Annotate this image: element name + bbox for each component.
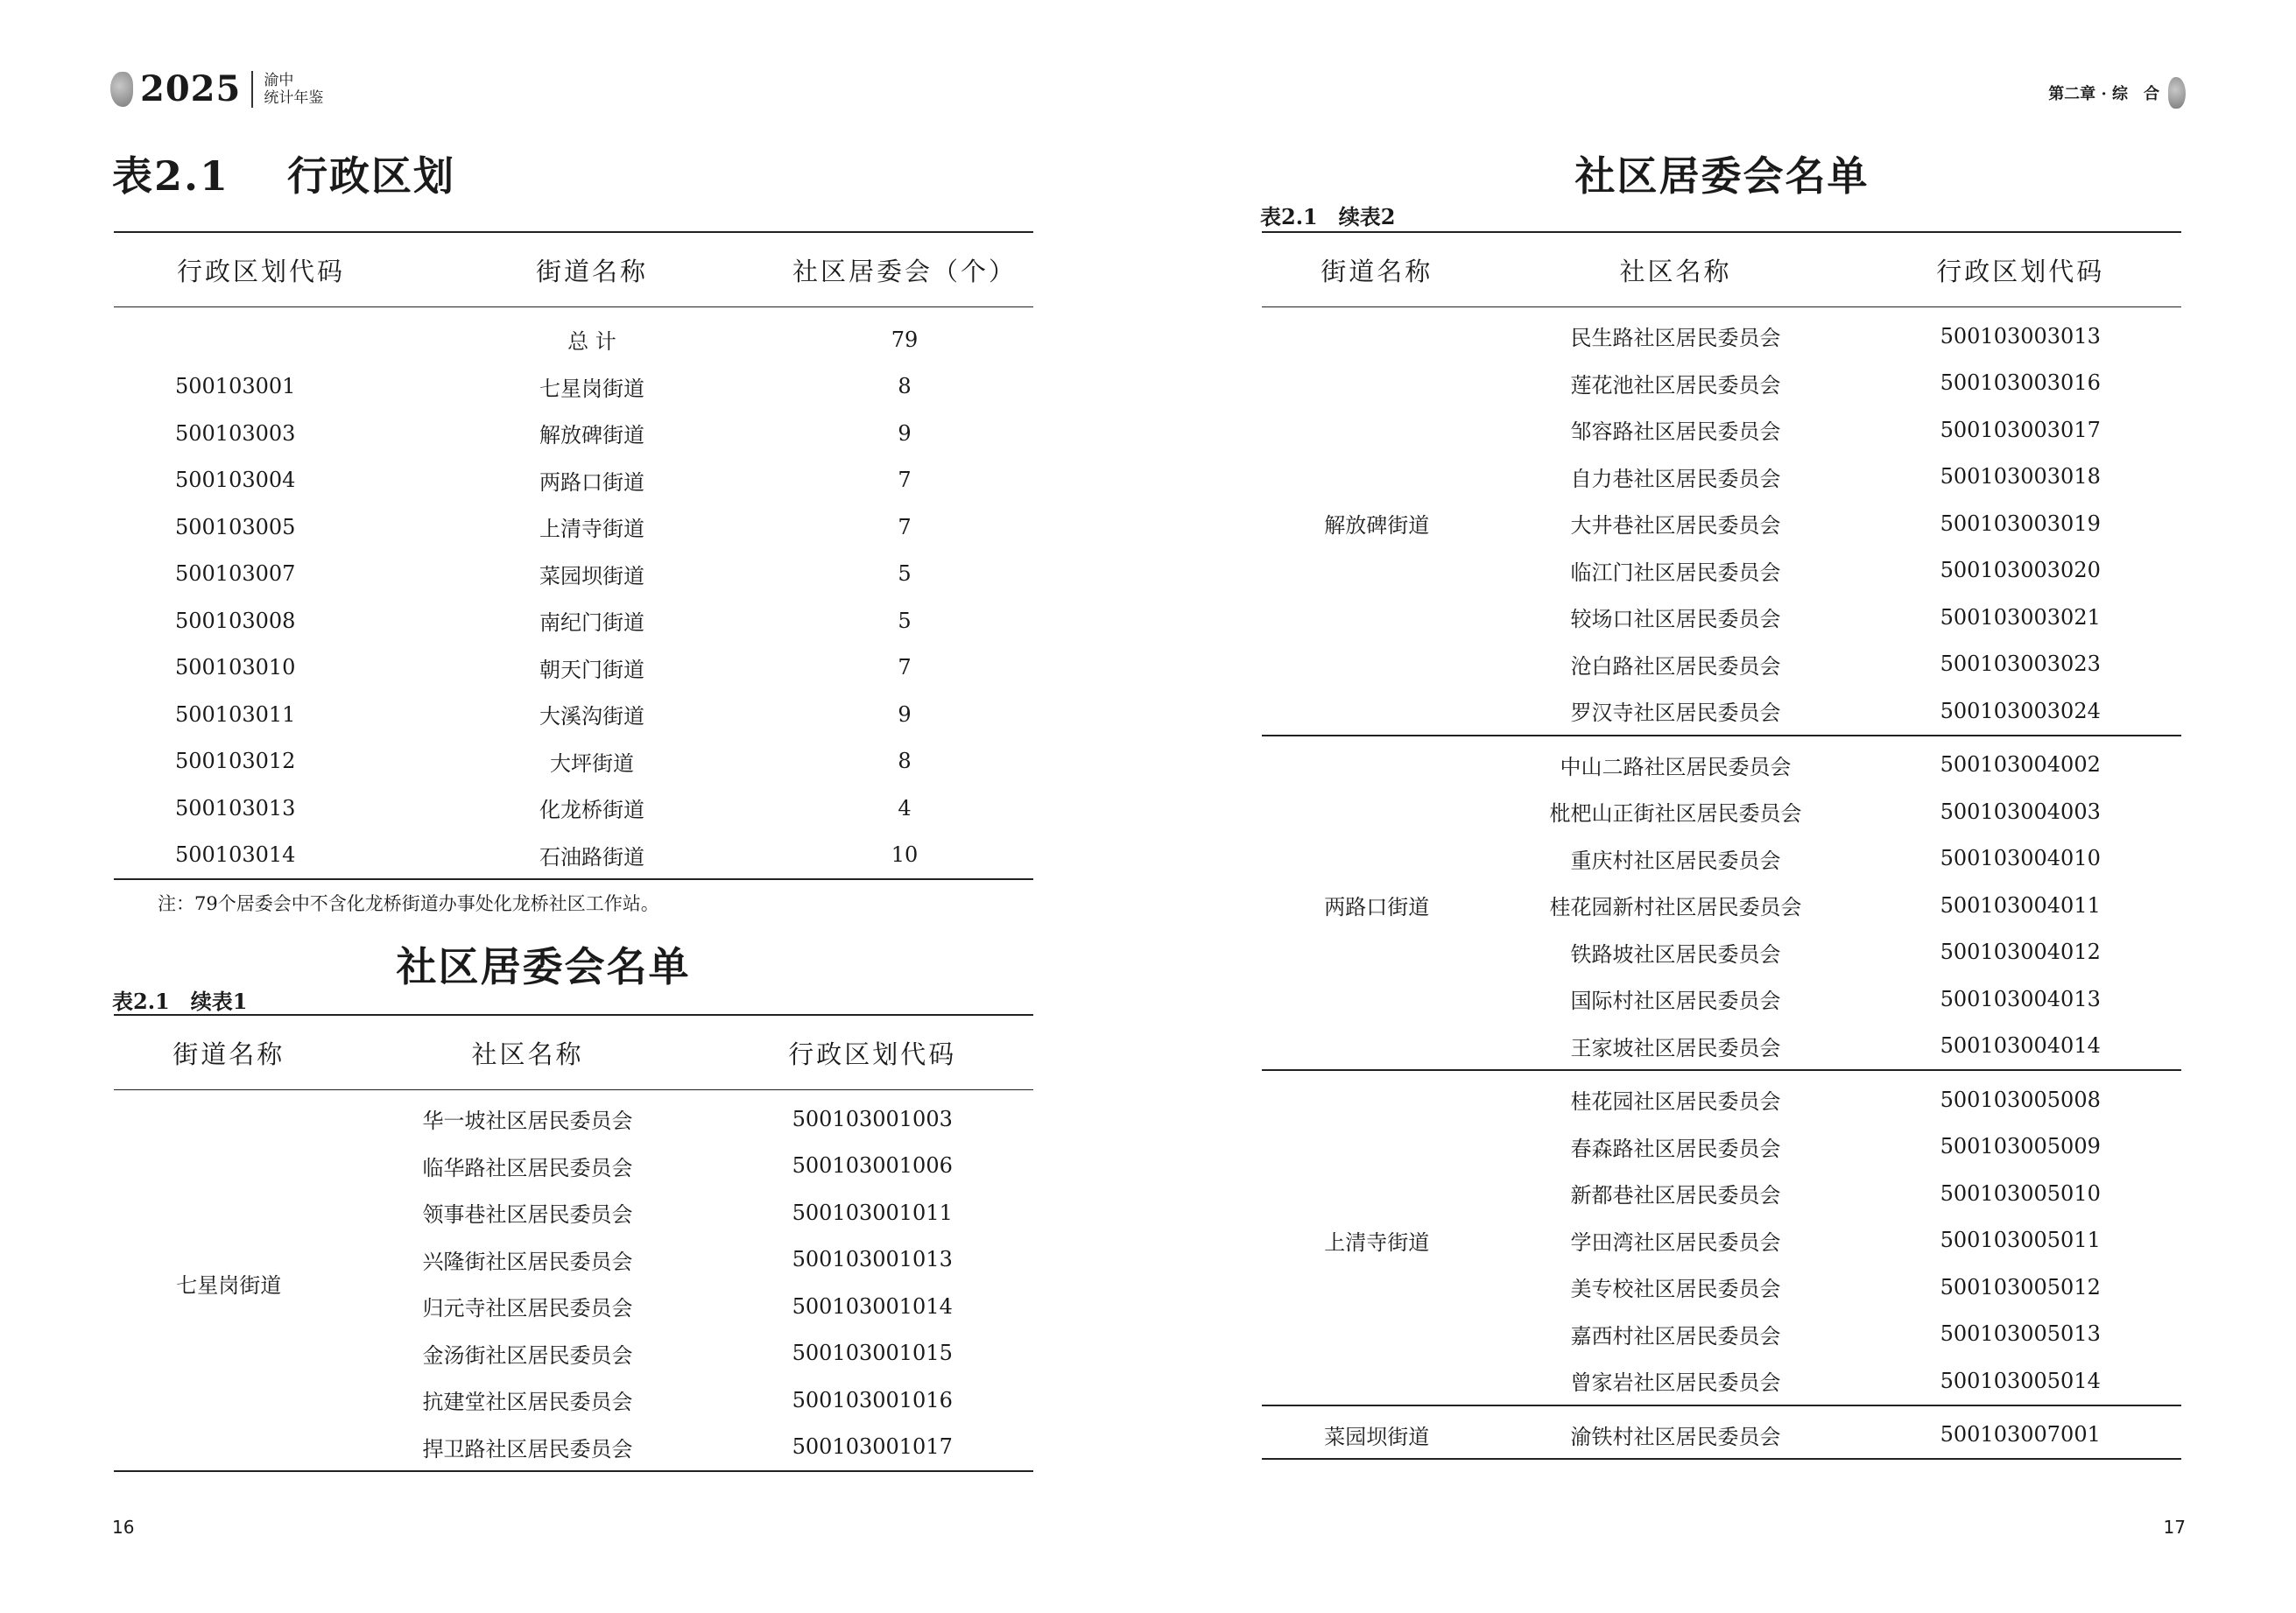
- cell-street: 七星岗街道: [114, 1090, 344, 1472]
- cell-community: 中山二路社区居民委员会: [1560, 754, 1792, 779]
- cell-code: 500103003020: [1940, 558, 2101, 583]
- cell-code: 500103003018: [1940, 464, 2101, 490]
- table-header-row: [114, 232, 1033, 307]
- cell-street: 两路口街道: [539, 469, 644, 495]
- cell-code: 500103003016: [1940, 370, 2101, 396]
- cell-street: 大溪沟街道: [539, 704, 644, 729]
- cell-community: 嘉西村社区居民委员会: [1570, 1323, 1781, 1349]
- logo-emblem-icon: [110, 72, 133, 107]
- cell-code: 500103005010: [1940, 1180, 2101, 1206]
- cell-street: 菜园坝街道: [539, 563, 644, 588]
- cell-code: 500103004002: [1940, 752, 2101, 778]
- col-header-community: 社区名称: [344, 1015, 712, 1090]
- cell-street: 朝天门街道: [539, 657, 644, 682]
- cell-community: 春森路社区居民委员会: [1570, 1136, 1781, 1161]
- col-header-street: 街道名称: [114, 1015, 344, 1090]
- community-list-table-2: [1262, 231, 2181, 1460]
- list-label: 表2.1 续表1: [112, 989, 248, 1014]
- cell-community: 华一坡社区居民委员会: [422, 1109, 633, 1134]
- cell-code: 500103005013: [1940, 1321, 2101, 1347]
- cell-street: 解放碑街道: [539, 423, 644, 448]
- table-row: [114, 691, 1033, 738]
- page-number: 17: [2163, 1517, 2186, 1538]
- cell-code: 500103007: [175, 561, 296, 587]
- community-list-body: [1262, 307, 2181, 1460]
- cell-code: 500103004013: [1940, 986, 2101, 1011]
- table-note: 注：79个居委会中不含化龙桥街道办事处化龙桥社区工作站。: [158, 893, 659, 914]
- table-row: [1262, 1070, 2181, 1123]
- cell-code: 500103004012: [1940, 940, 2101, 965]
- table-row: [1262, 736, 2181, 789]
- cell-community: 王家坡社区居民委员会: [1492, 1023, 1860, 1071]
- cell-code: 500103003023: [1940, 652, 2101, 677]
- page-number: 16: [112, 1517, 135, 1538]
- logo-year: 2025: [140, 68, 242, 109]
- cell-count: 7: [898, 655, 912, 680]
- cell-code: 500103004003: [1940, 799, 2101, 824]
- cell-code: 500103001011: [792, 1200, 953, 1225]
- cell-street: 总 计: [567, 329, 616, 355]
- cell-code: 500103011: [175, 701, 296, 727]
- cell-count: 9: [898, 420, 912, 446]
- cell-community: 渝铁村社区居民委员会: [1492, 1405, 1860, 1460]
- table-title: 表2.1 行政区划: [112, 152, 456, 200]
- cell-community: 大井巷社区居民委员会: [1570, 513, 1781, 539]
- admin-division-table: [114, 231, 1033, 880]
- cell-community: 民生路社区居民委员会: [1570, 326, 1781, 351]
- cell-community: 桂花园社区居民委员会: [1570, 1089, 1781, 1115]
- list-title-text: 社区居委会名单: [1574, 152, 1870, 200]
- cell-code: 500103003: [175, 420, 296, 446]
- table-row: [114, 363, 1033, 411]
- cell-community: 临华路社区居民委员会: [422, 1155, 633, 1180]
- table-row: [114, 1090, 1033, 1143]
- cell-code: 500103005009: [1940, 1134, 2101, 1159]
- table-row: [114, 644, 1033, 692]
- cell-code: 500103014: [114, 832, 408, 880]
- cell-code: 500103005012: [1940, 1274, 2101, 1300]
- table-row: [1262, 1405, 2181, 1460]
- cell-community: 学田湾社区居民委员会: [1570, 1229, 1781, 1255]
- cell-code: 500103001: [175, 374, 296, 399]
- yearbook-logo: [110, 68, 323, 109]
- cell-code: 500103010: [175, 655, 296, 680]
- cell-community: 枇杷山正街社区居民委员会: [1549, 801, 1802, 827]
- col-header-community: 社区名称: [1492, 232, 1860, 307]
- cell-community: 归元寺社区居民委员会: [422, 1296, 633, 1321]
- cell-code: 500103001017: [712, 1424, 1034, 1472]
- cell-count: 9: [898, 701, 912, 727]
- cell-count: 4: [898, 795, 912, 821]
- cell-street: 两路口街道: [1262, 736, 1492, 1071]
- cell-count: 5: [898, 561, 912, 587]
- cell-count: 7: [898, 468, 912, 493]
- table-row: [114, 457, 1033, 504]
- logo-book-name: [264, 72, 323, 107]
- cell-count: 5: [898, 608, 912, 633]
- cell-code: 500103003017: [1940, 417, 2101, 442]
- cell-street: 菜园坝街道: [1262, 1405, 1492, 1460]
- list-title-text: 社区居委会名单: [396, 943, 691, 990]
- table-row: [114, 738, 1033, 785]
- cell-code: 500103012: [175, 749, 296, 774]
- table-row: [114, 504, 1033, 551]
- cell-code: 500103003019: [1940, 511, 2101, 536]
- table-row: [114, 410, 1033, 457]
- cell-community: 重庆村社区居民委员会: [1570, 848, 1781, 873]
- cell-community: 兴隆街社区居民委员会: [422, 1249, 633, 1274]
- list-label: 表2.1 续表2: [1260, 204, 1396, 229]
- table-row: [114, 597, 1033, 644]
- cell-code: 500103013: [175, 795, 296, 821]
- cell-community: 沧白路社区居民委员会: [1570, 653, 1781, 679]
- cell-street: 大坪街道: [550, 750, 634, 776]
- cell-count: 10: [776, 832, 1033, 880]
- cell-community: 曾家岩社区居民委员会: [1492, 1357, 1860, 1405]
- cell-code: 500103001016: [792, 1387, 953, 1412]
- cell-community: 金汤街社区居民委员会: [422, 1342, 633, 1368]
- cell-code: 500103001015: [792, 1341, 953, 1366]
- table-row: [114, 307, 1033, 363]
- logo-book-line1: 渝中: [264, 71, 294, 89]
- right-page: [1148, 0, 2296, 1613]
- logo-book-line2: 统计年鉴: [264, 88, 324, 107]
- cell-code: 500103005: [175, 514, 296, 539]
- chapter-emblem-icon: [2168, 77, 2186, 109]
- cell-code: 500103001006: [792, 1153, 953, 1179]
- cell-community: 国际村社区居民委员会: [1570, 989, 1781, 1014]
- col-header-street: 街道名称: [1262, 232, 1492, 307]
- col-header-code: 行政区划代码: [712, 1015, 1034, 1090]
- table-row: [1262, 307, 2181, 360]
- cell-code: 500103005014: [1860, 1357, 2182, 1405]
- cell-street: 上清寺街道: [539, 517, 644, 542]
- admin-table-body: [114, 307, 1033, 880]
- col-header-code: 行政区划代码: [1860, 232, 2182, 307]
- cell-code: 500103004010: [1940, 846, 2101, 871]
- cell-community: 较场口社区居民委员会: [1570, 607, 1781, 632]
- logo-divider: [251, 71, 253, 108]
- cell-code: 500103005011: [1940, 1228, 2101, 1253]
- table-row: [114, 551, 1033, 598]
- cell-count: 7: [898, 514, 912, 539]
- cell-community: 临江门社区居民委员会: [1570, 560, 1781, 585]
- cell-code: 500103001014: [792, 1293, 953, 1319]
- cell-street: 上清寺街道: [1262, 1070, 1492, 1405]
- cell-code: 500103008: [175, 608, 296, 633]
- cell-community: 莲花池社区居民委员会: [1570, 372, 1781, 398]
- cell-community: 桂花园新村社区居民委员会: [1549, 895, 1802, 920]
- cell-code: 500103007001: [1860, 1405, 2182, 1460]
- cell-code: 500103004: [175, 468, 296, 493]
- community-list-body: [114, 1090, 1033, 1472]
- cell-street: 解放碑街道: [1262, 307, 1492, 736]
- community-list-table-1: [114, 1014, 1033, 1472]
- cell-street: 化龙桥街道: [539, 798, 644, 823]
- cell-community: 新都巷社区居民委员会: [1570, 1183, 1781, 1208]
- cell-community: 抗建堂社区居民委员会: [422, 1390, 633, 1415]
- cell-code: 500103003021: [1940, 604, 2101, 630]
- cell-street: 七星岗街道: [539, 376, 644, 401]
- cell-community: 捍卫路社区居民委员会: [344, 1424, 712, 1472]
- list-title: [1148, 144, 2296, 202]
- cell-community: 邹容路社区居民委员会: [1570, 419, 1781, 445]
- table-row: [114, 832, 1033, 880]
- table-row: [114, 785, 1033, 832]
- cell-code: 500103003013: [1940, 323, 2101, 349]
- col-header-code: 行政区划代码: [114, 232, 408, 307]
- cell-code: 500103004011: [1940, 892, 2101, 918]
- col-header-count: 社区居委会（个）: [776, 232, 1033, 307]
- cell-count: 8: [898, 749, 912, 774]
- chapter-header: [2048, 77, 2186, 109]
- cell-code: 500103001013: [792, 1247, 953, 1272]
- table-header-row: [1262, 232, 2181, 307]
- cell-code: 500103005008: [1940, 1087, 2101, 1112]
- cell-code: 500103004014: [1860, 1023, 2182, 1071]
- cell-code: [114, 307, 408, 363]
- cell-community: 罗汉寺社区居民委员会: [1492, 687, 1860, 736]
- chapter-title: 第二章 · 综 合: [2048, 85, 2159, 103]
- cell-community: 铁路坡社区居民委员会: [1570, 941, 1781, 967]
- cell-community: 自力巷社区居民委员会: [1570, 466, 1781, 491]
- cell-community: 美专校社区居民委员会: [1570, 1277, 1781, 1302]
- cell-count: 79: [891, 327, 919, 352]
- table-header-row: [114, 1015, 1033, 1090]
- cell-street: 南纪门街道: [539, 610, 644, 636]
- cell-code: 500103003024: [1860, 687, 2182, 736]
- cell-street: 石油路街道: [408, 832, 776, 880]
- cell-code: 500103001003: [792, 1106, 953, 1131]
- cell-count: 8: [898, 374, 912, 399]
- cell-community: 领事巷社区居民委员会: [422, 1202, 633, 1228]
- col-header-street: 街道名称: [408, 232, 776, 307]
